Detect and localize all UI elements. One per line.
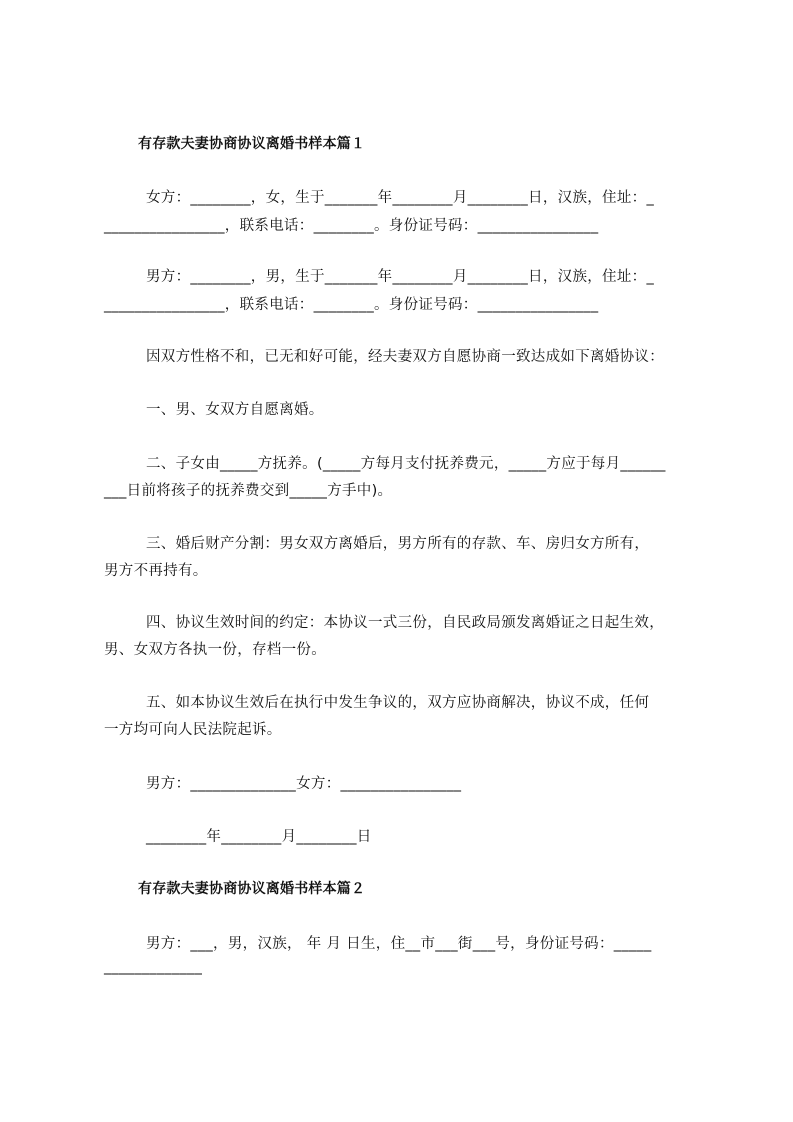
clause-2-line-1: 二、子女由_____方抚养。(_____方每月支付抚养费元，_____方应于每月______ — [146, 456, 666, 472]
clause-2-line-2: ___日前将孩子的抚养费交到_____方手中)。 — [104, 483, 393, 499]
clause-5-line-1: 五、如本协议生效后在执行中发生争议的，双方应协商解决，协议不成，任何 — [146, 695, 650, 711]
section-1-title: 有存款夫妻协商协议离婚书样本篇１ — [138, 136, 366, 152]
intro-paragraph: 因双方性格不和，已无和好可能，经夫妻双方自愿协商一致达成如下离婚协议： — [146, 349, 664, 365]
section-2-title: 有存款夫妻协商协议离婚书样本篇２ — [138, 881, 366, 897]
male-party-line-2: ________________，联系电话：________。身份证号码：________________ — [104, 297, 599, 313]
female-party-line-2: ________________，联系电话：________。身份证号码：________________ — [104, 218, 599, 234]
clause-4-line-2: 男、女双方各执一份，存档一份。 — [104, 642, 326, 658]
clause-3-line-2: 男方不再持有。 — [104, 563, 208, 579]
clause-3-line-1: 三、婚后财产分割：男女双方离婚后，男方所有的存款、车、房归女方所有， — [146, 536, 650, 552]
clause-4-line-1: 四、协议生效时间的约定：本协议一式三份，自民政局颁发离婚证之日起生效， — [146, 615, 664, 631]
section-2-male-line-2: _____________ — [104, 959, 203, 975]
male-party-line-1: 男方：________，男，生于_______年________月________日，汉族，住址：_ — [146, 269, 654, 285]
female-party-line-1: 女方：________，女，生于_______年________月________日，汉族，住址：_ — [146, 190, 654, 206]
date-line: ________年________月________日 — [146, 829, 372, 845]
signature-line: 男方：______________女方：________________ — [146, 776, 462, 792]
clause-5-line-2: 一方均可向人民法院起诉。 — [104, 722, 282, 738]
clause-1: 一、男、女双方自愿离婚。 — [146, 402, 324, 418]
section-2-male-line-1: 男方：___，男，汉族， 年 月 日生，住__市___街___号，身份证号码：_____ — [146, 936, 652, 952]
